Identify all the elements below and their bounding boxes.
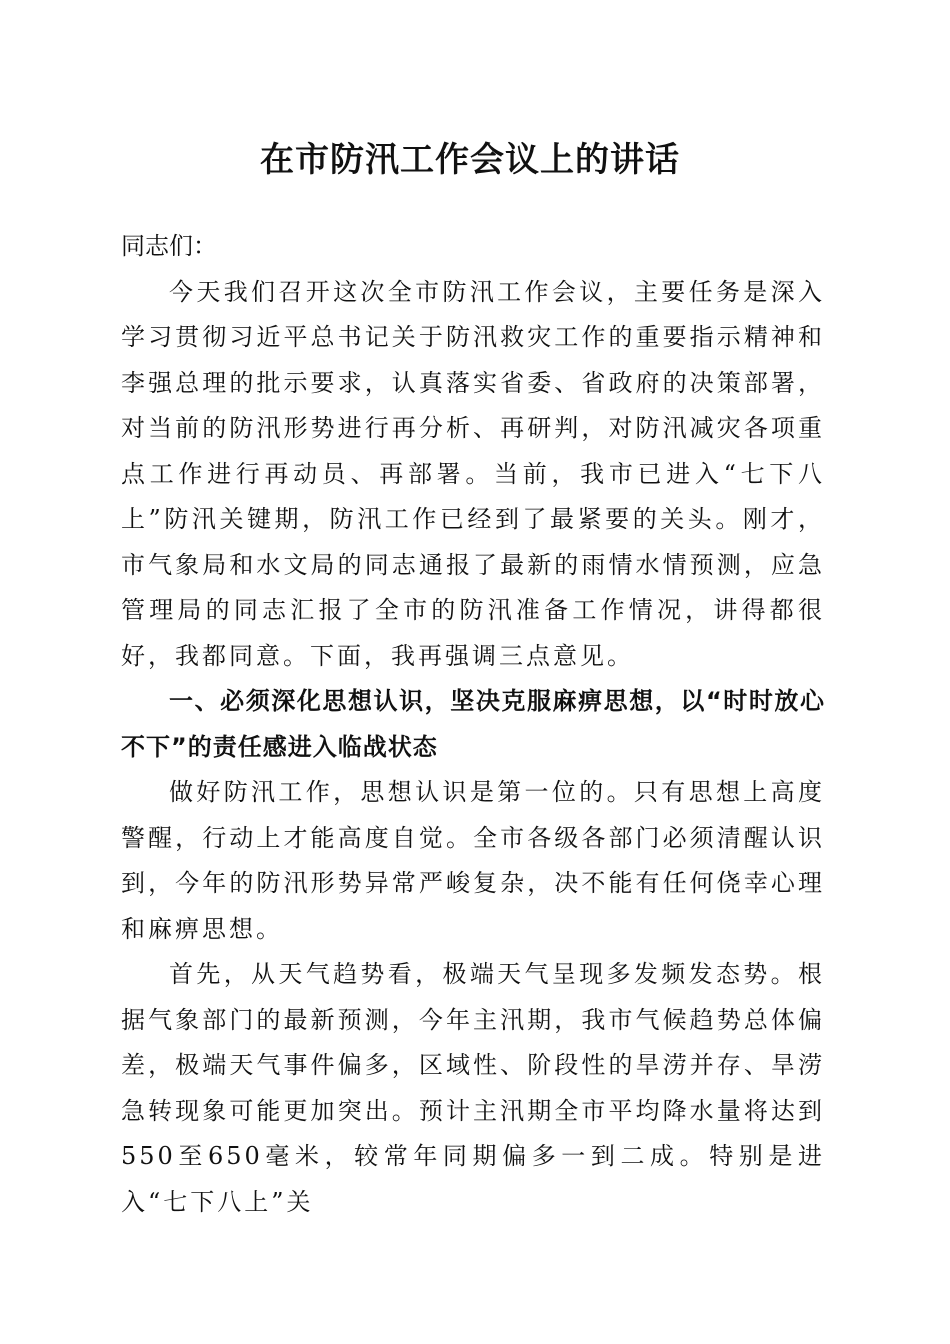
salutation: 同志们： [121, 232, 217, 260]
paragraph-awareness: 做好防汛工作，思想认识是第一位的。只有思想上高度警醒，行动上才能高度自觉。全市各级各部门必须清醒认识到，今年的防汛形势异常严峻复杂，决不能有任何侥幸心理和麻痹思想。 [121, 778, 825, 943]
document-body [121, 224, 825, 1225]
section-heading: 一、必须深化思想认识，坚决克服麻痹思想，以“时时放心不下”的责任感进入临战状态 [121, 687, 825, 761]
paragraph-weather-trend: 首先，从天气趋势看，极端天气呈现多发频发态势。根据气象部门的最新预测，今年主汛期，我市气候趋势总体偏差，极端天气事件偏多，区域性、阶段性的旱涝并存、旱涝急转现象可能更加突出。预计主汛期全市平均降水量将达到550至650毫米，较常年同期偏多一到二成。特别是进入“七下八上”关 [121, 960, 825, 1216]
paragraph-opening: 今天我们召开这次全市防汛工作会议，主要任务是深入学习贯彻习近平总书记关于防汛救灾工作的重要指示精神和李强总理的批示要求，认真落实省委、省政府的决策部署，对当前的防汛形势进行再分析、再研判，对防汛减灾各项重点工作进行再动员、再部署。当前，我市已进入“七下八上”防汛关键期，防汛工作已经到了最紧要的关头。刚才，市气象局和水文局的同志通报了最新的雨情水情预测，应急管理局的同志汇报了全市的防汛准备工作情况，讲得都很好，我都同意。下面，我再强调三点意见。 [121, 277, 825, 670]
document-title: 在市防汛工作会议上的讲话 [260, 140, 680, 180]
